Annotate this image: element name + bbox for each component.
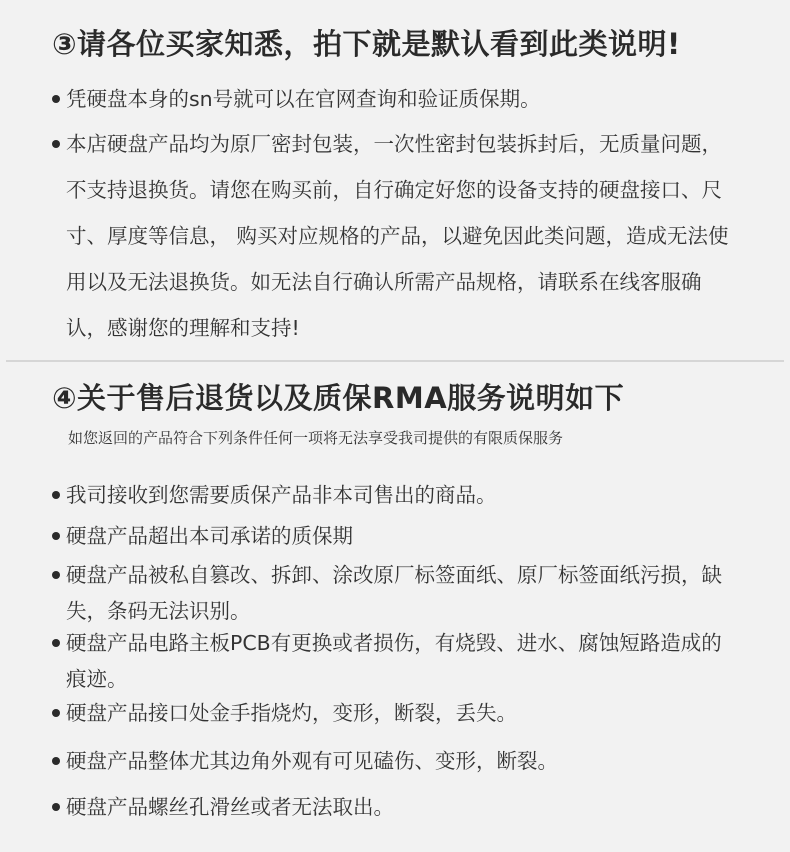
item-text: 硬盘产品整体尤其边角外观有可见磕伤、变形，断裂。	[66, 749, 558, 773]
section-4-item-1	[52, 477, 742, 513]
bullet-icon	[52, 95, 60, 103]
section-3-item-1	[52, 76, 742, 122]
section-4-item-6	[52, 743, 742, 779]
bullet-icon	[52, 571, 60, 579]
item-text: 硬盘产品电路主板PCB有更换或者损伤，有烧毁、进水、腐蚀短路造成的痕迹。	[66, 631, 722, 691]
bullet-icon	[52, 140, 60, 148]
item-text: 凭硬盘本身的sn号就可以在官网查询和验证质保期。	[66, 87, 541, 111]
section-divider	[6, 360, 784, 362]
item-text: 本店硬盘产品均为原厂密封包装，一次性密封包装拆封后，无质量问题，不支持退换货。请您在购买前，自行确定好您的设备支持的硬盘接口、尺寸、厚度等信息， 购买对应规格的产品，以避免因此类问题，造成无法使用以及无法退换货。如无法自行确认所需产品规格，请联系在线客服确认，感谢您的理解和支持!	[66, 132, 729, 340]
section-4-item-3	[52, 557, 742, 629]
item-text: 硬盘产品螺丝孔滑丝或者无法取出。	[66, 795, 394, 819]
section-3-item-2	[52, 121, 742, 351]
bullet-icon	[52, 757, 60, 765]
bullet-icon	[52, 639, 60, 647]
item-text: 硬盘产品被私自篡改、拆卸、涂改原厂标签面纸、原厂标签面纸污损，缺失，条码无法识别。	[66, 563, 722, 623]
section-4-subtitle: 如您返回的产品符合下列条件任何一项将无法享受我司提供的有限质保服务	[68, 429, 564, 447]
bullet-icon	[52, 491, 60, 499]
item-text: 我司接收到您需要质保产品非本司售出的商品。	[66, 483, 497, 507]
item-text: 硬盘产品接口处金手指烧灼，变形，断裂，丢失。	[66, 701, 517, 725]
section-4-title: ④关于售后退货以及质保RMA服务说明如下	[52, 381, 625, 415]
bullet-icon	[52, 532, 60, 540]
section-4-item-2	[52, 518, 742, 554]
section-4-item-4	[52, 625, 742, 697]
bullet-icon	[52, 803, 60, 811]
item-text: 硬盘产品超出本司承诺的质保期	[66, 524, 353, 548]
bullet-icon	[52, 709, 60, 717]
section-4-item-7	[52, 789, 742, 825]
section-3-title: ③请各位买家知悉，拍下就是默认看到此类说明!	[52, 27, 681, 61]
section-4-item-5	[52, 695, 742, 731]
